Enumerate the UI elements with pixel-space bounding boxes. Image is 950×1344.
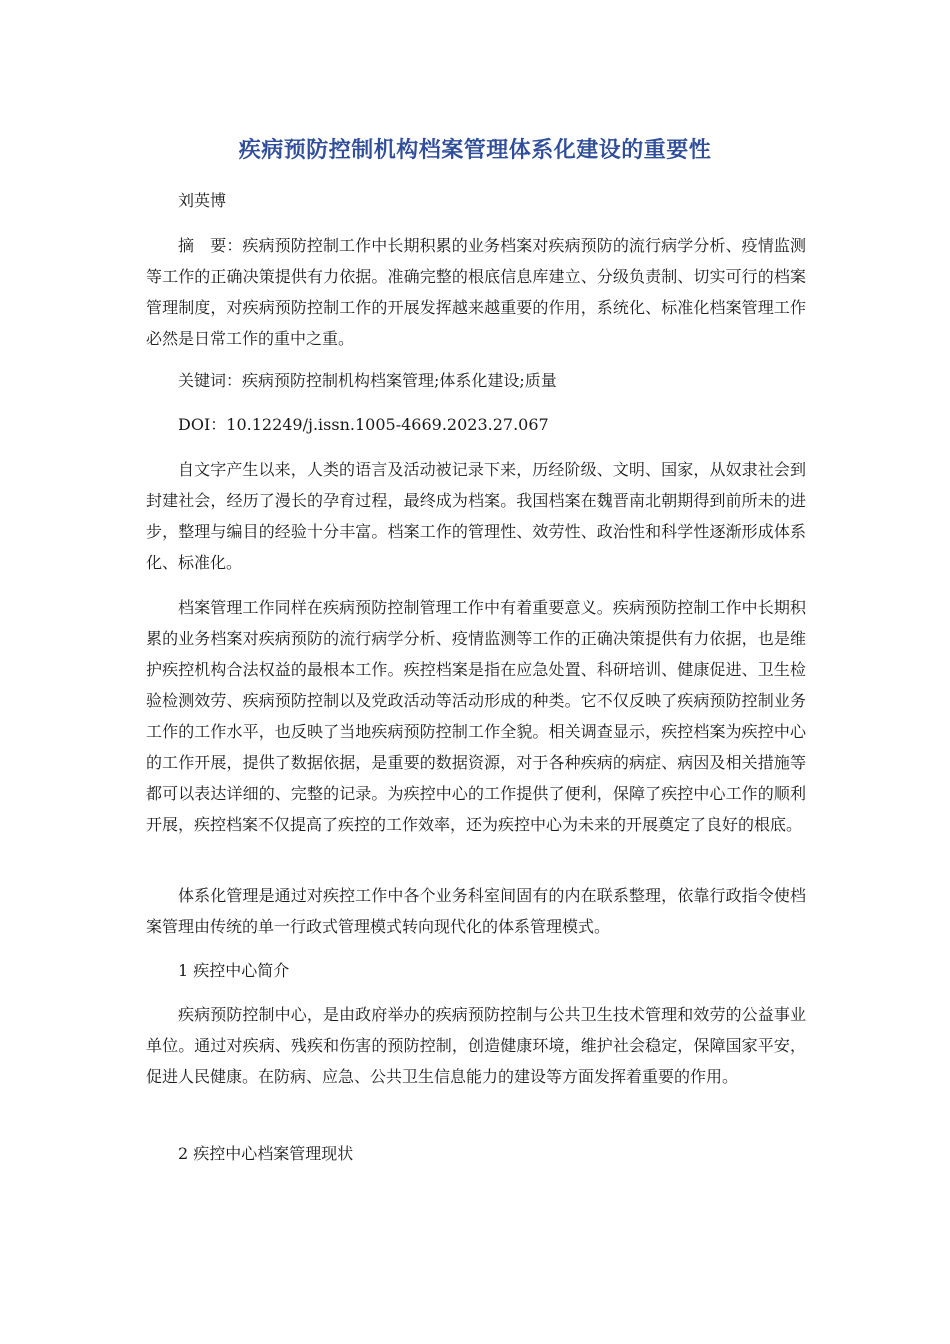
body-paragraph: 自文字产生以来，人类的语言及活动被记录下来，历经阶级、文明、国家，从奴隶社会到封建社会，经历了漫长的孕育过程，最终成为档案。我国档案在魏晋南北朝期得到前所未的进步，整理与编目的经验十分丰富。档案工作的管理性、效劳性、政治性和科学性逐渐形成体系化、标准化。 xyxy=(146,460,806,572)
body-paragraph: 档案管理工作同样在疾病预防控制管理工作中有着重要意义。疾病预防控制工作中长期积累的业务档案对疾病预防的流行病学分析、疫情监测等工作的正确决策提供有力依据，也是维护疾控机构合法权益的最根本工作。疾控档案是指在应急处置、科研培训、健康促进、卫生检验检测效劳、疾病预防控制以及党政活动等活动形成的种类。它不仅反映了疾病预防控制业务工作的工作水平，也反映了当地疾病预防控制工作全貌。相关调查显示，疾控档案为疾控中心的工作开展，提供了数据依据，是重要的数据资源，对于各种疾病的病症、病因及相关措施等都可以表达详细的、完整的记录。为疾控中心的工作提供了便利，保障了疾控中心工作的顺利开展，疾控档案不仅提高了疾控的工作效率，还为疾控中心为未来的开展奠定了良好的根底。 xyxy=(146,598,806,834)
abstract: 摘 要：疾病预防控制工作中长期积累的业务档案对疾病预防的流行病学分析、疫情监测等工作的正确决策提供有力依据。准确完整的根底信息库建立、分级负责制、切实可行的档案管理制度，对疾病预防控制工作的开展发挥越来越重要的作用，系统化、标准化档案管理工作必然是日常工作的重中之重。 xyxy=(146,236,806,348)
body-paragraph: 疾病预防控制中心，是由政府举办的疾病预防控制与公共卫生技术管理和效劳的公益事业单位。通过对疾病、残疾和伤害的预防控制，创造健康环境，维护社会稳定，保障国家平安，促进人民健康。在防病、应急、公共卫生信息能力的建设等方面发挥着重要的作用。 xyxy=(146,1005,806,1086)
author-name: 刘英博 xyxy=(178,191,227,210)
section-heading: 1 疾控中心简介 xyxy=(178,961,290,980)
article-title: 疾病预防控制机构档案管理体系化建设的重要性 xyxy=(238,138,712,163)
section-heading: 2 疾控中心档案管理现状 xyxy=(178,1144,354,1163)
keywords: 关键词：疾病预防控制机构档案管理;体系化建设;质量 xyxy=(178,371,557,390)
doi: DOI：10.12249/j.issn.1005-4669.2023.27.067 xyxy=(178,415,549,434)
body-paragraph: 体系化管理是通过对疾控工作中各个业务科室间固有的内在联系整理，依靠行政指令使档案管理由传统的单一行政式管理模式转向现代化的体系管理模式。 xyxy=(146,886,806,936)
